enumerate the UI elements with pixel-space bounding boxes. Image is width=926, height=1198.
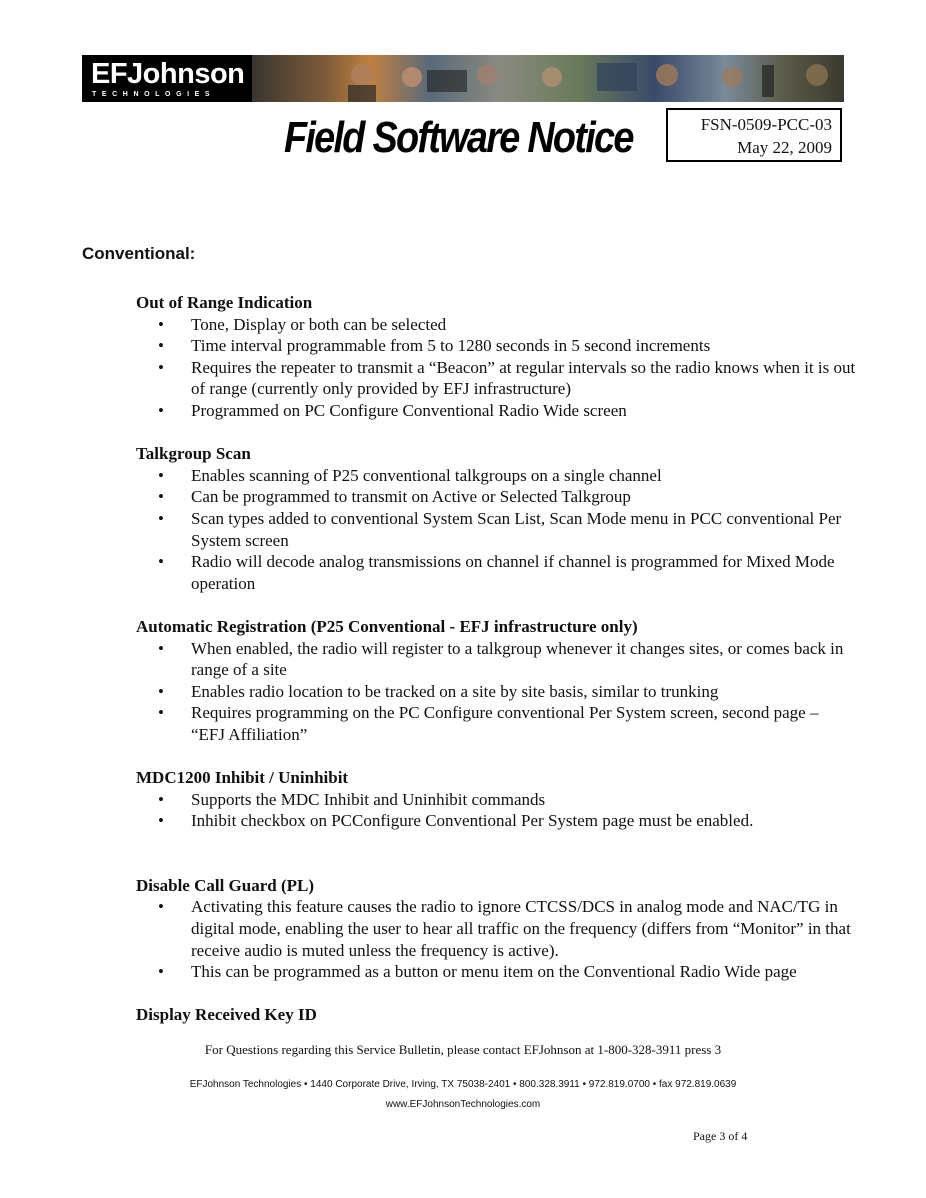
company-logo [82,55,252,102]
feature-title: Automatic Registration (P25 Conventional - EFJ infrastructure only) [136,616,638,636]
footer-contact: For Questions regarding this Service Bulletin, please contact EFJohnson at 1-800-328-3911 press 3 [204,1042,722,1057]
list-item: • Scan types added to conventional System Scan List, Scan Mode menu in PCC conventional Per System screen [158,508,842,550]
feature-title: Display Received Key ID [136,1005,317,1025]
feature-title: Talkgroup Scan [136,444,251,464]
feature-title: Out of Range Indication [136,293,313,312]
document-id-box [666,108,842,162]
section-heading: Conventional: [82,244,196,263]
feature-talkgroup-scan [136,443,856,594]
document-date: May 22, 2009 [737,138,832,157]
notice-title: Field Software Notice [284,113,633,162]
list-item: • Tone, Display or both can be selected [158,314,447,334]
list-item: • This can be programmed as a button or menu item on the Conventional Radio Wide page [158,962,797,982]
list-item: • Can be programmed to transmit on Active or Selected Talkgroup [158,487,631,507]
list-item: • Activating this feature causes the radio to ignore CTCSS/DCS in analog mode and NAC/TG in digital mode, enabling the user to hear all traffic on the frequency (differs from “Monitor” in that receive audio is muted unless the frequency is active). [158,897,851,960]
feature-title: MDC1200 Inhibit / Uninhibit [136,768,349,788]
feature-title: Disable Call Guard (PL) [136,875,315,895]
list-item: • Time interval programmable from 5 to 1280 seconds in 5 second increments [158,336,711,356]
page-number: Page 3 of 4 [693,1129,748,1143]
list-item: • Requires the repeater to transmit a “Beacon” at regular intervals so the radio knows when it is out of range (currently only provided by EFJ infrastructure) [158,357,856,399]
feature-out-of-range [136,292,856,422]
banner-photo-strip [252,55,844,102]
feature-mdc1200-inhibit [136,767,856,832]
logo-subtext: TECHNOLOGIES [92,91,216,98]
footer-address: EFJohnson Technologies • 1440 Corporate Drive, Irving, TX 75038-2401 • 800.328.3911 • 972.819.0700 • fax 972.819.0639 [189,1079,737,1090]
feature-list [136,292,856,1026]
header-banner [82,55,844,102]
list-item: • Supports the MDC Inhibit and Uninhibit commands [158,789,546,809]
feature-display-received-key-id [136,1004,856,1026]
logo-text: EFJohnson [91,58,245,90]
footer-website: www.EFJohnsonTechnologies.com [385,1099,541,1110]
list-item: • Enables radio location to be tracked on a site by site basis, similar to trunking [158,681,719,701]
document-number: FSN-0509-PCC-03 [700,115,832,134]
feature-automatic-registration [136,616,856,746]
list-item: • Programmed on PC Configure Conventional Radio Wide screen [158,400,627,420]
list-item: • Radio will decode analog transmissions on channel if channel is programmed for Mixed Mode operation [158,552,835,593]
list-item: • When enabled, the radio will register to a talkgroup whenever it changes sites, or comes back in range of a site [158,638,844,680]
list-item: • Inhibit checkbox on PCConfigure Conventional Per System page must be enabled. [158,811,754,831]
list-item: • Requires programming on the PC Configure conventional Per System screen, second page – “EFJ Affiliation” [158,703,819,744]
feature-disable-call-guard [136,875,856,983]
list-item: • Enables scanning of P25 conventional talkgroups on a single channel [158,465,662,485]
